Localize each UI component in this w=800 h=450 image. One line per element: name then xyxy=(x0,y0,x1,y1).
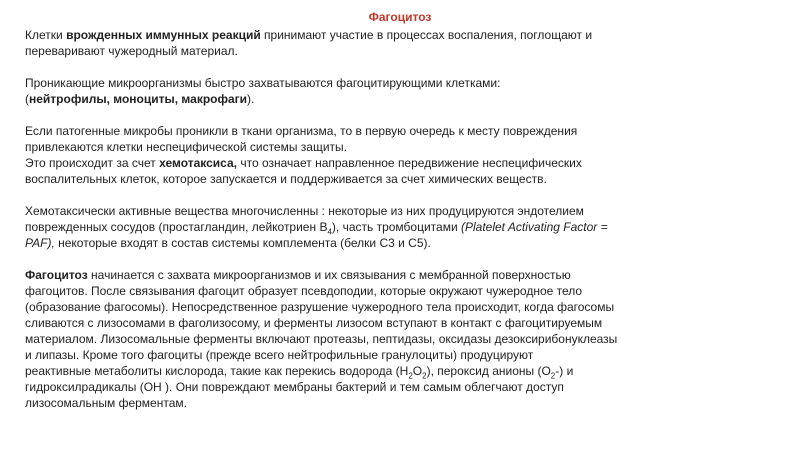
text-run: принимают участие в процессах воспаления, поглощают и xyxy=(260,28,593,42)
paragraph-gap xyxy=(25,187,695,203)
bold-term-chemotaxis: хемотаксиса, xyxy=(159,156,238,170)
text-run: ), пероксид анионы (O xyxy=(426,364,551,378)
text-line: материалом. Лизосомальные ферменты включают протеазы, пептидазы, оксидазы дезоксирибонуклеазы xyxy=(25,332,618,346)
text-line xyxy=(25,155,695,171)
paragraph-gap xyxy=(25,251,695,267)
italic-term-paf: (Platelet Activating Factor = xyxy=(460,220,608,234)
paragraph-phagocytes xyxy=(25,75,695,107)
subscript: 2 xyxy=(422,371,427,381)
italic-term-paf: PAF), xyxy=(25,236,55,250)
text-run: Это происходит за счет xyxy=(25,156,160,170)
text-line: и липазы. Кроме того фагоциты (прежде всего нейтрофильные гранулоциты) продуцируют xyxy=(25,348,534,362)
text-run: ). xyxy=(247,92,255,106)
text-line: фагоцитов. После связывания фагоцит образует псевдоподии, которые окружают чужеродное тело xyxy=(25,284,583,298)
text-line xyxy=(25,267,695,283)
text-run: некоторые входят в состав системы комплемента (белки С3 и С5). xyxy=(54,236,431,250)
text-line: (образование фагосомы). Непосредственное разрушение чужеродного тела происходит, когда фагосомы xyxy=(25,300,615,314)
text-line: Хемотаксически активные вещества многочисленны : некоторые из них продуцируются эндотелием xyxy=(25,204,584,218)
paragraph-chemotactic-substances xyxy=(25,203,695,251)
text-line: сливаются с лизосомами в фаголизосому, и ферменты лизосом вступают в контакт с фагоцитируемым xyxy=(25,316,603,330)
text-run: реактивные метаболиты кислорода, такие как перекись водорода (H xyxy=(25,364,409,378)
text-line: Проникающие микроорганизмы быстро захватываются фагоцитирующими клетками: xyxy=(25,76,501,90)
text-run: ), часть тромбоцитами xyxy=(331,220,461,234)
text-run: Клетки xyxy=(25,28,67,42)
text-line: воспалительных клеток, которое запускается и поддерживается за счет химических веществ. xyxy=(25,172,547,186)
text-line: гидроксилрадикалы (OH ). Они повреждают мембраны бактерий и тем самым облегчают доступ xyxy=(25,380,564,394)
subscript: 2 xyxy=(408,371,413,381)
paragraph-phagocytosis xyxy=(25,267,695,411)
subscript: 2 xyxy=(550,371,556,381)
text-line: привлекаются клетки неспецифической системы защиты. xyxy=(25,140,348,154)
text-run: O xyxy=(412,364,423,378)
bold-term-cell-types: нейтрофилы, моноциты, макрофаги xyxy=(29,92,248,106)
text-line xyxy=(25,363,695,379)
slide-title: Фагоцитоз xyxy=(368,10,432,24)
bold-term-phagocytosis: Фагоцитоз xyxy=(25,268,88,282)
text-run: начинается с захвата микроорганизмов и их связывания с мембранной поверхностью xyxy=(87,268,571,282)
text-run: -) и xyxy=(555,364,574,378)
text-run: поврежденных сосудов (простагландин, лейкотриен B xyxy=(25,220,328,234)
text-line xyxy=(25,91,695,107)
paragraph-gap xyxy=(25,59,695,75)
subscript: 4 xyxy=(327,227,332,237)
text-line xyxy=(25,235,695,251)
text-line: переваривают чужеродный материал. xyxy=(25,44,238,58)
text-line: Если патогенные микробы проникли в ткани организма, то в первую очередь к месту повреждения xyxy=(25,124,578,138)
bold-term-innate-immunity: врожденных иммунных реакций xyxy=(66,28,261,42)
text-line: лизосомальным ферментам. xyxy=(25,396,187,410)
slide-body xyxy=(25,27,695,411)
paragraph-gap xyxy=(25,107,695,123)
text-run: ( xyxy=(25,92,29,106)
paragraph-chemotaxis xyxy=(25,123,695,187)
text-run: что означает направленное передвижение неспецифических xyxy=(237,156,582,170)
text-line xyxy=(25,219,695,235)
text-line xyxy=(25,27,695,43)
paragraph-innate-cells xyxy=(25,27,695,59)
